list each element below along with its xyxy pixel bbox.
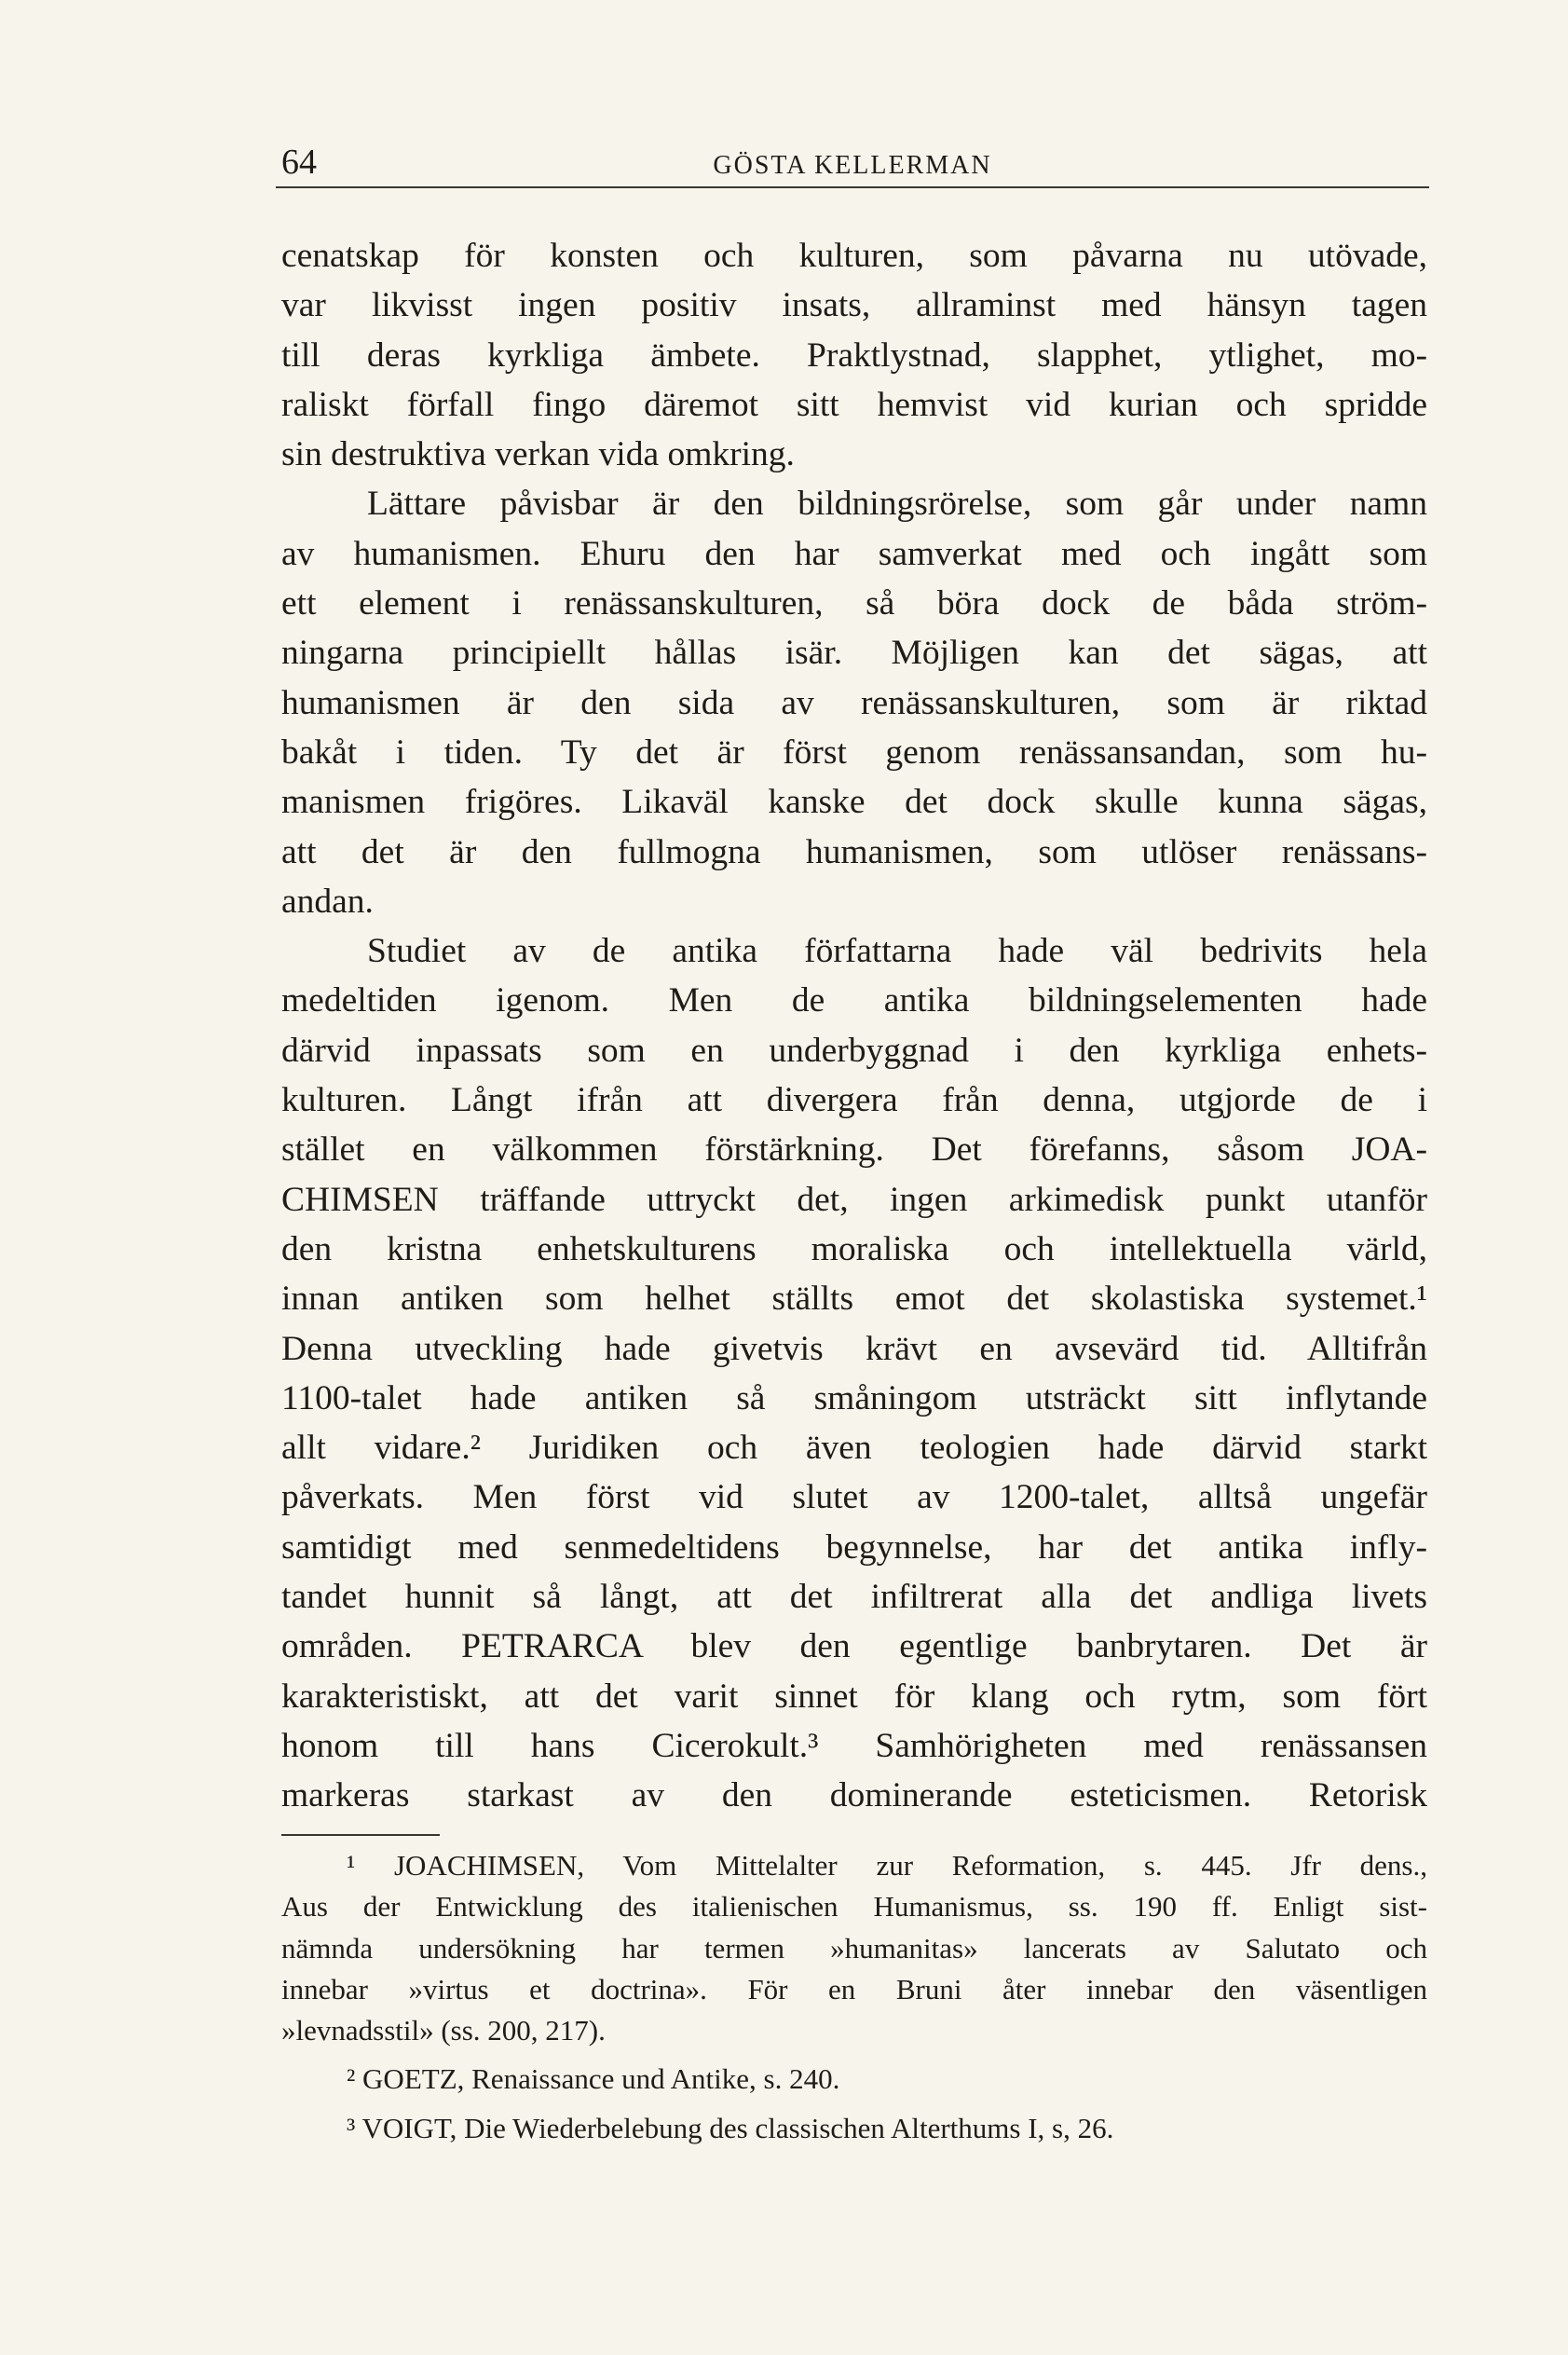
text-line: sin destruktiva verkan vida omkring.	[281, 435, 795, 474]
text-line: andan.	[281, 882, 374, 921]
text-line: manismen frigöres. Likaväl kanske det dock skulle kunna sägas,	[281, 783, 1427, 822]
text-line: markeras starkast av den dominerande esteticismen. Retorisk	[281, 1776, 1427, 1815]
footnote-rule	[281, 1834, 440, 1836]
text-line: den kristna enhetskulturens moraliska och intellektuella värld,	[281, 1229, 1427, 1268]
footnote-line: nämnda undersökning har termen »humanitas» lancerats av Salutato och	[281, 1931, 1427, 1965]
text-line: medeltiden igenom. Men de antika bildningselementen hade	[281, 981, 1427, 1020]
text-line: områden. PETRARCA blev den egentlige banbrytaren. Det är	[281, 1627, 1427, 1666]
text-line: cenatskap för konsten och kulturen, som påvarna nu utövade,	[281, 237, 1427, 275]
text-line: av humanismen. Ehuru den har samverkat med och ingått som	[281, 534, 1427, 573]
text-line: karakteristiskt, att det varit sinnet för klang och rytm, som fört	[281, 1677, 1427, 1716]
text-line: allt vidare.² Juridiken och även teologien hade därvid starkt	[281, 1429, 1427, 1468]
footnote-line: innebar »virtus et doctrina». För en Bruni åter innebar den väsentligen	[281, 1972, 1427, 2006]
text-line: CHIMSEN träffande uttryckt det, ingen arkimedisk punkt utanför	[281, 1180, 1427, 1219]
footnote-line: ¹ JOACHIMSEN, Vom Mittelalter zur Reformation, s. 445. Jfr dens.,	[347, 1849, 1427, 1882]
text-line: tandet hunnit så långt, att det infiltrerat alla det andliga livets	[281, 1578, 1427, 1617]
text-line: innan antiken som helhet ställts emot det skolastiska systemet.¹	[281, 1280, 1427, 1319]
footnote-line: ² GOETZ, Renaissance und Antike, s. 240.	[347, 2062, 840, 2096]
text-line: bakåt i tiden. Ty det är först genom renässansandan, som hu-	[281, 733, 1427, 772]
text-line: raliskt förfall fingo däremot sitt hemvist vid kurian och spridde	[281, 385, 1427, 424]
body-text	[281, 231, 1427, 1821]
footnote-line: Aus der Entwicklung des italienischen Humanismus, ss. 190 ff. Enligt sist-	[281, 1890, 1427, 1924]
text-line: till deras kyrkliga ämbete. Praktlystnad, slapphet, ytlighet, mo-	[281, 335, 1427, 375]
text-line: att det är den fullmogna humanismen, som utlöser renässans-	[281, 832, 1427, 871]
text-line: humanismen är den sida av renässanskulturen, som är riktad	[281, 683, 1427, 722]
text-line: ningarna principiellt hållas isär. Möjligen kan det sägas, att	[281, 634, 1427, 673]
text-line: påverkats. Men först vid slutet av 1200-talet, alltså ungefär	[281, 1478, 1427, 1517]
text-line: kulturen. Långt ifrån att divergera från denna, utgjorde de i	[281, 1081, 1427, 1120]
text-line: Lättare påvisbar är den bildningsrörelse, som går under namn	[367, 485, 1427, 524]
text-line: var likvisst ingen positiv insats, allraminst med hänsyn tagen	[281, 286, 1427, 325]
page-number: 64	[281, 143, 317, 182]
text-line: därvid inpassats som en underbyggnad i den kyrkliga enhets-	[281, 1031, 1427, 1070]
text-line: samtidigt med senmedeltidens begynnelse, har det antika infly-	[281, 1527, 1427, 1567]
footnote-line: »levnadsstil» (ss. 200, 217).	[281, 2014, 606, 2047]
running-head: GÖSTA KELLERMAN	[713, 151, 992, 180]
footnote-line: ³ VOIGT, Die Wiederbelebung des classischen Alterthums I, s, 26.	[347, 2111, 1114, 2144]
text-line: ett element i renässanskulturen, så böra dock de båda ström-	[281, 584, 1427, 623]
footnotes	[281, 1845, 1427, 2149]
text-line: 1100-talet hade antiken så småningom utsträckt sitt inflytande	[281, 1378, 1427, 1417]
text-line: Denna utveckling hade givetvis krävt en avsevärd tid. Alltifrån	[281, 1329, 1427, 1368]
text-line: stället en välkommen förstärkning. Det förefanns, såsom JOA-	[281, 1130, 1427, 1170]
page-header	[276, 142, 1429, 188]
text-line: Studiet av de antika författarna hade väl bedrivits hela	[367, 932, 1427, 971]
text-line: honom till hans Cicerokult.³ Samhörigheten med renässansen	[281, 1726, 1427, 1765]
